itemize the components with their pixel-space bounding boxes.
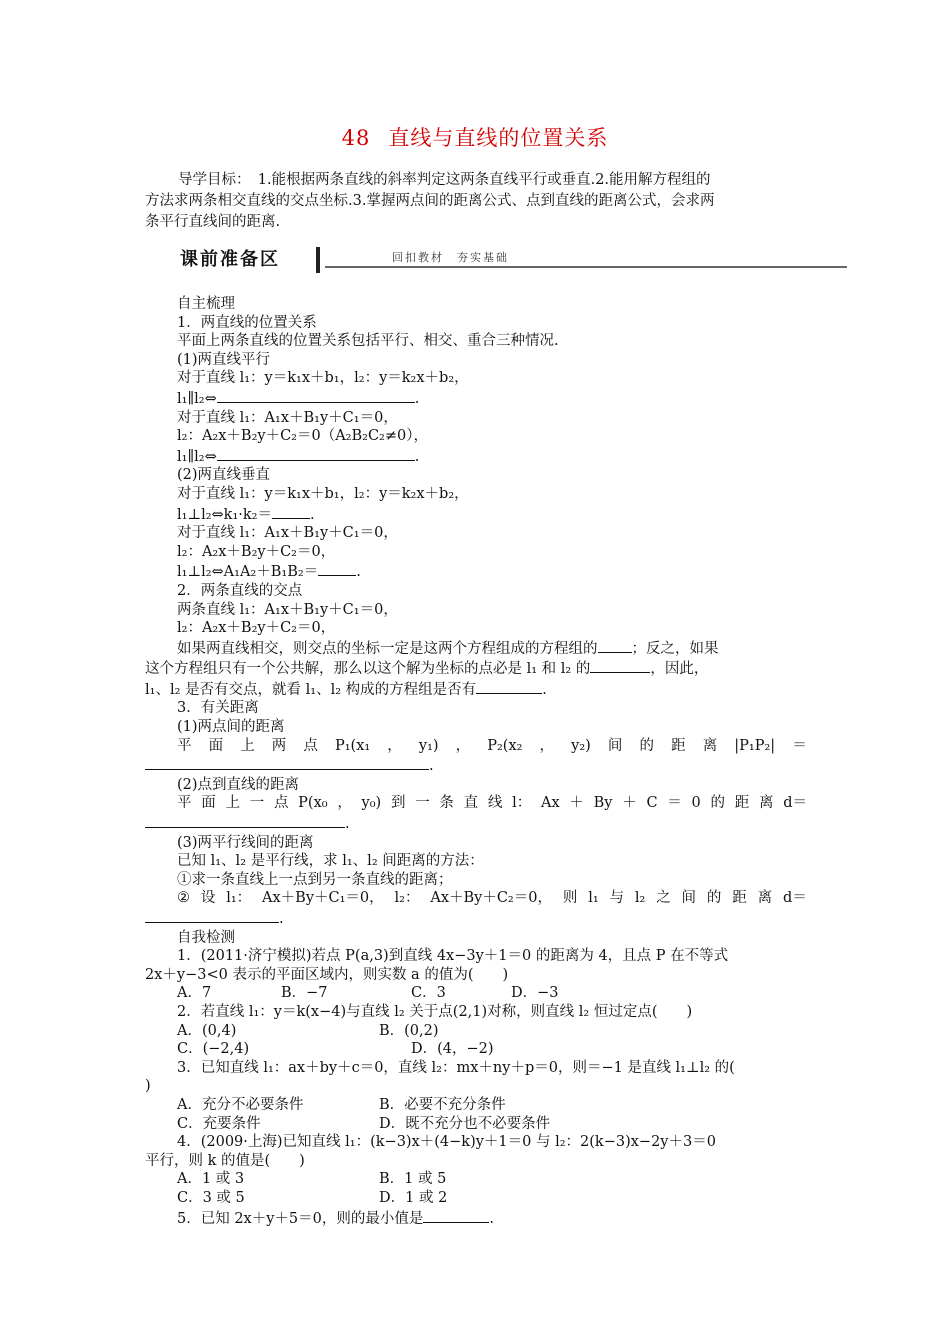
spread-token: 线 xyxy=(487,795,503,812)
q3-option-a[interactable]: A．充分不必要条件 xyxy=(177,1096,304,1113)
heading-s1: 1．两直线的位置关系 xyxy=(177,314,317,331)
q1-option-a[interactable]: A．7 xyxy=(177,985,212,1002)
spread-token: 平 xyxy=(177,795,192,812)
s2-c-text-2: ；反之，如果 xyxy=(631,640,719,657)
spread-token: Ax＋By＋C₁＝0， xyxy=(262,890,384,907)
s3-3-a: 已知 l₁、l₂ 是平行线，求 l₁、l₂ 间距离的方法： xyxy=(177,853,484,870)
spread-token: 离 xyxy=(758,795,774,812)
s3-1-blank-line: . xyxy=(145,755,807,776)
learning-goals xyxy=(145,170,807,233)
q2-options-2 xyxy=(145,1040,807,1059)
heading-s3-1: (1)两点间的距离 xyxy=(177,719,285,736)
q2-option-c[interactable]: C．(−2,4) xyxy=(177,1041,250,1058)
q3-options-2 xyxy=(145,1115,807,1134)
heading-s2: 2．两条直线的交点 xyxy=(177,582,303,599)
q3-option-d[interactable]: D．既不充分也不必要条件 xyxy=(379,1115,551,1132)
q4-options-1 xyxy=(145,1170,807,1189)
spread-token: ＝ xyxy=(667,795,682,812)
q2-option-d[interactable]: D．(4，−2) xyxy=(411,1041,494,1058)
spread-token: l₁： xyxy=(226,890,252,907)
answer-blank[interactable] xyxy=(318,561,356,576)
q1-option-c[interactable]: C．3 xyxy=(411,985,446,1002)
answer-blank[interactable] xyxy=(217,446,415,461)
q4-line-2: 平行，则 k 的值是( ) xyxy=(145,1152,305,1169)
s2-a: 两条直线 l₁：A₁x＋B₁y＋C₁＝0， xyxy=(177,601,398,618)
spread-token: 平 xyxy=(177,737,192,754)
spread-token: l₂ xyxy=(634,890,646,907)
q2-line: 2．若直线 l₁：y＝k(x−4)与直线 l₂ 关于点(2,1)对称，则直线 l₂ 恒过定点( ) xyxy=(177,1003,693,1020)
spread-token: 一 xyxy=(415,795,430,812)
spread-token: 上 xyxy=(240,737,255,754)
spread-token: y₀) xyxy=(361,795,382,812)
spread-token: P₁(x₁ xyxy=(334,737,371,754)
s1-1-b-text: l₁∥l₂⇔ xyxy=(177,390,217,407)
goal-text-1: 1.能根据两条直线的斜率判定这两条直线平行或垂直.2.能用解方程组的 xyxy=(257,172,711,188)
q1-option-b[interactable]: B．−7 xyxy=(281,985,328,1002)
q3-option-c[interactable]: C．充要条件 xyxy=(177,1115,261,1132)
answer-blank[interactable] xyxy=(423,1208,489,1223)
spread-token: P(x₀ xyxy=(298,795,328,812)
spread-token: 面 xyxy=(208,737,224,754)
spread-token: 距 xyxy=(734,795,750,812)
spread-token: 0 xyxy=(691,795,701,812)
s3-2-a xyxy=(145,794,807,813)
spread-token: 两 xyxy=(271,737,287,754)
s1-text: 平面上两条直线的位置关系包括平行、相交、重合三种情况. xyxy=(177,333,559,350)
banner-divider xyxy=(316,247,320,273)
main-content xyxy=(145,295,807,1228)
s2-d xyxy=(145,658,807,679)
spread-token: ＝ xyxy=(792,737,807,754)
s1-1-e: l₁∥l₂⇔ . xyxy=(145,446,807,467)
answer-blank[interactable] xyxy=(145,813,345,828)
q4-line-1: 4．(2009·上海)已知直线 l₁：(k−3)x＋(4−k)y＋1＝0 与 l₂：2(k−3)x−2y＋3＝0 xyxy=(177,1134,716,1151)
s3-1-a xyxy=(145,737,807,756)
answer-blank[interactable] xyxy=(217,388,415,403)
answer-blank[interactable] xyxy=(145,755,429,770)
spread-token: |P₁P₂| xyxy=(734,737,776,754)
spread-token: 离 xyxy=(757,890,773,907)
s2-d-text-2: ，因此， xyxy=(650,661,709,678)
spread-token: 设 xyxy=(200,890,216,907)
goal-line-3: 条平行直线间的距离. xyxy=(145,214,281,230)
spread-token: 一 xyxy=(249,795,265,812)
goal-line-2: 方法求两条相交直线的交点坐标.3.掌握两点间的距离公式、点到直线的距离公式，会求两 xyxy=(145,193,715,209)
s3-3-c xyxy=(145,889,807,908)
s2-c-text: 如果两直线相交，则交点的坐标一定是这两个方程组成的方程组的 xyxy=(177,640,598,657)
section-banner xyxy=(180,245,848,275)
s2-c xyxy=(145,638,807,659)
heading-s3-2: (2)点到直线的距离 xyxy=(177,776,300,793)
q4-option-b[interactable]: B．1 或 5 xyxy=(379,1171,447,1188)
spread-token: 之 xyxy=(656,890,671,907)
goal-label: 导学目标： xyxy=(178,172,244,188)
q1-line-2: 2x＋y−3<0 表示的平面区域内，则实数 a 的值为( ) xyxy=(145,966,509,983)
heading-s1-2: (2)两直线垂直 xyxy=(177,467,271,484)
heading-s3-3: (3)两平行线间的距离 xyxy=(177,834,314,851)
spread-token: ② xyxy=(177,890,190,907)
spread-token: ， xyxy=(387,737,402,754)
title-text: 直线与直线的位置关系 xyxy=(388,126,609,150)
spread-token: 点 xyxy=(273,795,289,812)
page-title xyxy=(0,122,950,152)
spread-token: C xyxy=(646,795,658,812)
spread-token: 距 xyxy=(671,737,686,754)
spread-token: By xyxy=(593,795,613,812)
q2-option-a[interactable]: A．(0,4) xyxy=(177,1022,237,1039)
answer-blank[interactable] xyxy=(272,504,310,519)
spread-token: ， xyxy=(539,737,555,754)
q1-option-d[interactable]: D．−3 xyxy=(511,985,559,1002)
spread-token: 离 xyxy=(702,737,718,754)
spread-token: ， xyxy=(337,795,352,812)
q3-options-1 xyxy=(145,1096,807,1115)
title-number: 48 xyxy=(341,126,371,150)
spread-token: d＝ xyxy=(783,795,807,812)
spread-token: 条 xyxy=(439,795,454,812)
q5-text: 5．已知 2x＋y＋5＝0，则的最小值是 xyxy=(177,1210,424,1227)
answer-blank[interactable] xyxy=(590,658,650,673)
s2-d-text: 这个方程组只有一个公共解，那么以这个解为坐标的点必是 l₁ 和 l₂ 的 xyxy=(145,661,591,678)
answer-blank[interactable] xyxy=(476,679,542,694)
spread-token: P₂(x₂ xyxy=(487,737,523,754)
q5-line: 5．已知 2x＋y＋5＝0，则的最小值是 . xyxy=(145,1208,807,1229)
q4-options-2 xyxy=(145,1189,807,1208)
q3-line-1: 3．已知直线 l₁：ax＋by＋c＝0，直线 l₂：mx＋ny＋p＝0，则＝−1 是直线 l₁⊥l₂ 的( xyxy=(177,1059,735,1076)
spread-token: 间 xyxy=(681,890,697,907)
s1-2-e-text: l₁⊥l₂⇔A₁A₂＋B₁B₂＝ xyxy=(177,564,319,581)
goal-line-1 xyxy=(145,170,807,191)
banner-title: 课前准备区 xyxy=(180,249,280,270)
heading-s1-1: (1)两直线平行 xyxy=(177,351,271,368)
spread-token: 则 xyxy=(562,890,578,907)
s1-2-b-text: l₁⊥l₂⇔k₁·k₂＝ xyxy=(177,506,272,523)
s3-3-blank-line: . xyxy=(145,908,807,929)
answer-blank[interactable] xyxy=(598,638,632,653)
q4-option-c[interactable]: C．3 或 5 xyxy=(177,1189,245,1206)
heading-s3: 3．有关距离 xyxy=(177,700,259,717)
q1-line-1: 1．(2011·济宁模拟)若点 P(a,3)到直线 4x−3y＋1＝0 的距离为 4，且点 P 在不等式 xyxy=(177,948,729,965)
q4-option-d[interactable]: D．1 或 2 xyxy=(379,1189,448,1206)
spread-token: l： xyxy=(512,795,532,812)
q4-option-a[interactable]: A．1 或 3 xyxy=(177,1171,245,1188)
s3-2-blank-line: . xyxy=(145,813,807,834)
spread-token: 点 xyxy=(303,737,318,754)
spread-token: ， xyxy=(455,737,471,754)
spread-token: l₁ xyxy=(588,890,599,907)
spread-token: Ax＋By＋C₂＝0， xyxy=(430,890,552,907)
s1-2-b: l₁⊥l₂⇔k₁·k₂＝ . xyxy=(145,504,807,525)
spread-token: 距 xyxy=(732,890,747,907)
banner-subtitle: 回扣教材 夯实基础 xyxy=(392,251,509,264)
q2-options-1 xyxy=(145,1022,807,1041)
spread-token: 间 xyxy=(607,737,623,754)
q3-option-b[interactable]: B．必要不充分条件 xyxy=(379,1096,506,1113)
s1-1-e-text: l₁∥l₂⇔ xyxy=(177,448,217,465)
spread-token: y₁) xyxy=(418,737,439,754)
spread-token: 上 xyxy=(225,795,240,812)
s1-2-e: l₁⊥l₂⇔A₁A₂＋B₁B₂＝ . xyxy=(145,561,807,582)
s1-2-a: 对于直线 l₁：y＝k₁x＋b₁，l₂：y＝k₂x＋b₂， xyxy=(177,485,469,502)
spread-token: 的 xyxy=(706,890,722,907)
spread-token: 面 xyxy=(201,795,216,812)
spread-token: 到 xyxy=(390,795,406,812)
s1-2-d: l₂：A₂x＋B₂y＋C₂＝0， xyxy=(177,543,336,560)
banner-rule xyxy=(325,266,847,268)
heading-ziwo: 自我检测 xyxy=(177,929,235,946)
s1-1-c: 对于直线 l₁：A₁x＋B₁y＋C₁＝0， xyxy=(177,409,398,426)
s2-e-text: l₁、l₂ 是否有交点，就看 l₁、l₂ 构成的方程组是否有 xyxy=(145,681,477,698)
s3-3-b: ①求一条直线上一点到另一条直线的距离； xyxy=(177,871,453,888)
s1-2-c: 对于直线 l₁：A₁x＋B₁y＋C₁＝0， xyxy=(177,525,398,542)
s2-b: l₂：A₂x＋B₂y＋C₂＝0， xyxy=(177,620,336,637)
spread-token: 的 xyxy=(639,737,654,754)
spread-token: 直 xyxy=(463,795,479,812)
q3-line-2: ) xyxy=(145,1078,151,1095)
spread-token: y₂) xyxy=(571,737,591,754)
spread-token: d＝ xyxy=(782,890,807,907)
heading-zizhu: 自主梳理 xyxy=(177,296,235,312)
q2-option-b[interactable]: B．(0,2) xyxy=(379,1022,439,1039)
spread-token: 与 xyxy=(609,890,625,907)
spread-token: ＋ xyxy=(569,795,584,812)
s1-1-b: l₁∥l₂⇔ . xyxy=(145,388,807,409)
spread-token: 的 xyxy=(710,795,725,812)
q1-options xyxy=(145,984,807,1003)
spread-token: ＋ xyxy=(622,795,637,812)
spread-token: Ax xyxy=(541,795,560,812)
spread-token: l₂： xyxy=(394,890,420,907)
s2-e: l₁、l₂ 是否有交点，就看 l₁、l₂ 构成的方程组是否有 . xyxy=(145,679,807,700)
s1-1-a: 对于直线 l₁：y＝k₁x＋b₁，l₂：y＝k₂x＋b₂， xyxy=(177,370,469,387)
answer-blank[interactable] xyxy=(145,908,279,923)
s1-1-d: l₂：A₂x＋B₂y＋C₂＝0（A₂B₂C₂≠0）， xyxy=(177,428,428,445)
